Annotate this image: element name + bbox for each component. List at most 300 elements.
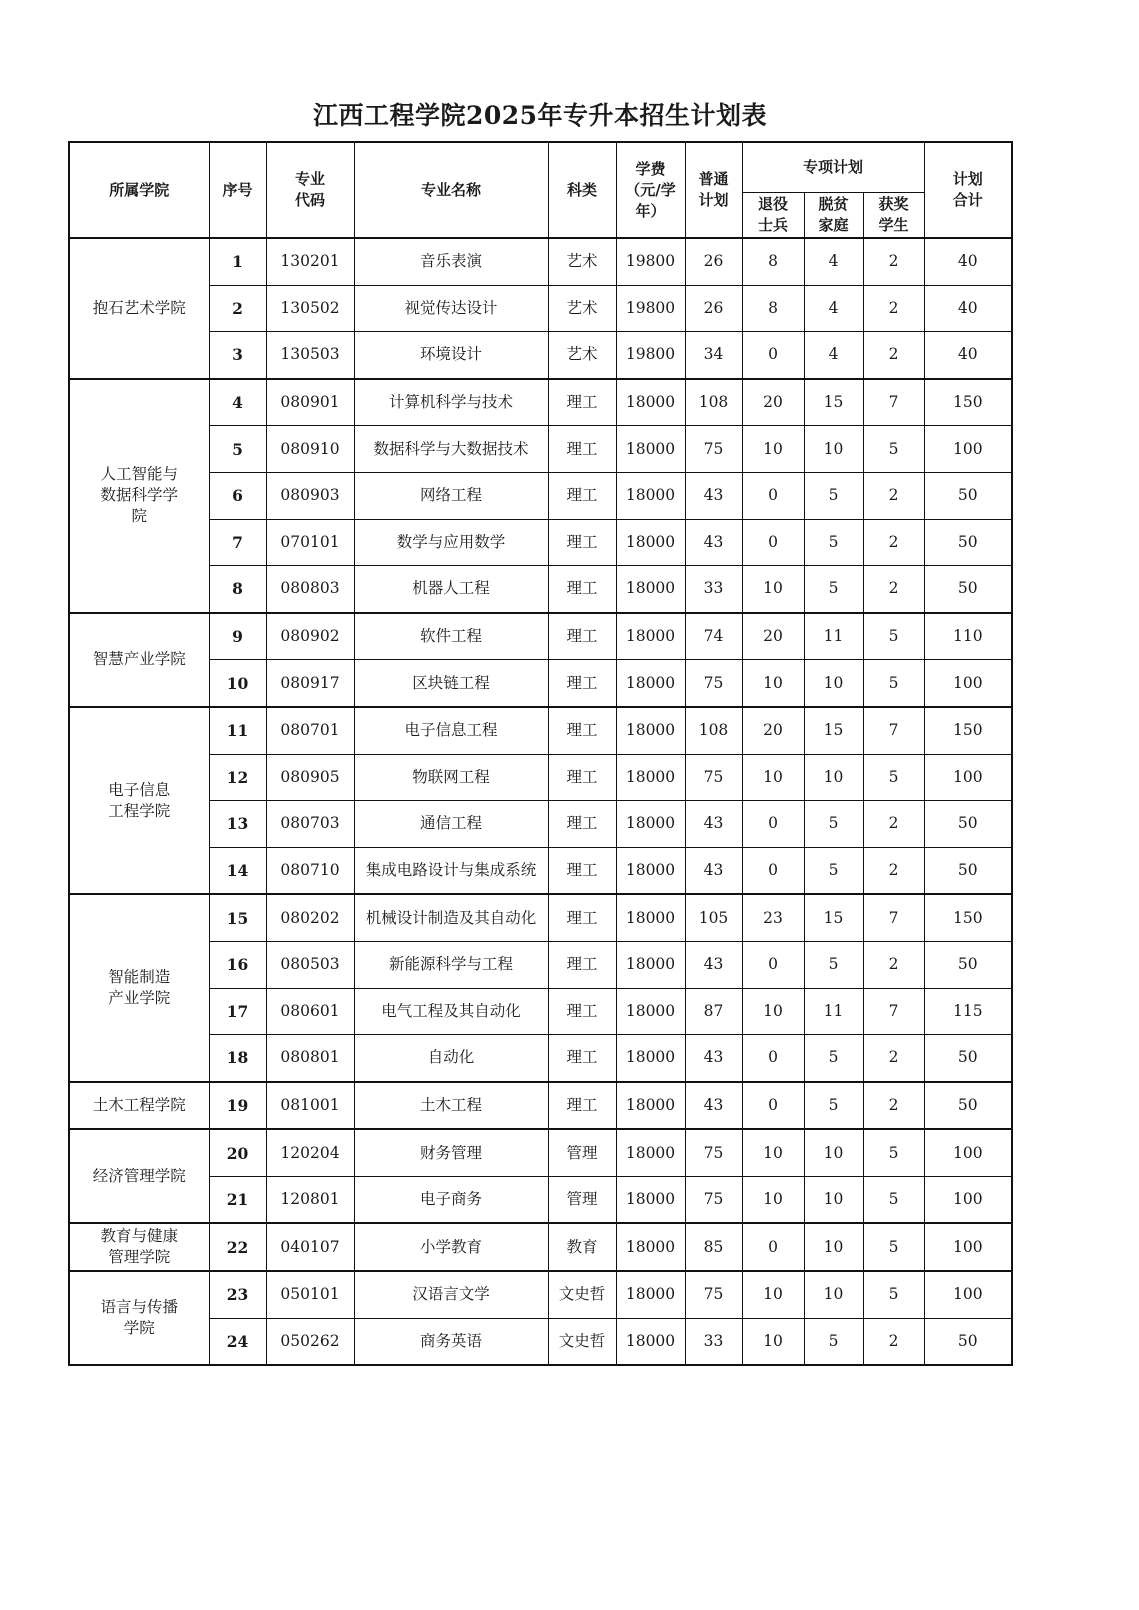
poverty-cell: 4 [804,332,863,379]
name-cell: 土木工程 [354,1082,548,1130]
index-cell: 5 [209,426,266,473]
index-cell: 2 [209,285,266,332]
college-name: 语言与传播学院 [100,1298,179,1338]
category-cell: 理工 [548,613,616,660]
regular-cell: 26 [685,238,742,285]
award-cell: 2 [863,1035,924,1082]
poverty-cell: 10 [804,426,863,473]
poverty-cell: 10 [804,1223,863,1271]
tuition-cell: 18000 [616,472,685,519]
code-cell: 080703 [266,801,354,848]
table-row [69,754,1012,801]
poverty-cell: 5 [804,1318,863,1365]
table-row [69,660,1012,707]
category-cell: 理工 [548,660,616,707]
page-title: 江西工程学院2025年专升本招生计划表 [312,101,768,130]
college-cell [69,1129,209,1223]
name-cell: 电气工程及其自动化 [354,988,548,1035]
table-row [69,1129,1012,1176]
index-cell: 4 [209,379,266,426]
table-row [69,379,1012,426]
name-cell: 财务管理 [354,1129,548,1176]
total-cell: 40 [924,285,1012,332]
name-cell: 商务英语 [354,1318,548,1365]
table-row [69,285,1012,332]
college-name: 教育与健康管理学院 [100,1227,179,1267]
code-cell: 050101 [266,1271,354,1318]
poverty-cell: 5 [804,801,863,848]
award-cell: 2 [863,566,924,613]
index-cell: 9 [209,613,266,660]
college-name: 智慧产业学院 [92,650,186,669]
award-cell: 5 [863,754,924,801]
veteran-cell: 0 [742,1223,804,1271]
category-cell: 文史哲 [548,1271,616,1318]
index-cell: 10 [209,660,266,707]
total-cell: 100 [924,1271,1012,1318]
award-cell: 2 [863,238,924,285]
tuition-cell: 18000 [616,894,685,941]
regular-cell: 75 [685,1129,742,1176]
regular-cell: 33 [685,1318,742,1365]
award-cell: 5 [863,660,924,707]
category-cell: 理工 [548,894,616,941]
tuition-cell: 18000 [616,1176,685,1223]
regular-cell: 105 [685,894,742,941]
veteran-cell: 8 [742,285,804,332]
award-cell: 7 [863,379,924,426]
regular-cell: 34 [685,332,742,379]
category-cell: 理工 [548,472,616,519]
veteran-cell: 10 [742,1318,804,1365]
award-cell: 7 [863,707,924,754]
category-cell: 理工 [548,379,616,426]
index-cell: 19 [209,1082,266,1130]
college-cell [69,894,209,1081]
veteran-cell: 10 [742,1176,804,1223]
total-cell: 50 [924,519,1012,566]
header-regular [685,142,742,238]
award-cell: 2 [863,1318,924,1365]
code-cell: 120204 [266,1129,354,1176]
code-cell: 130201 [266,238,354,285]
table-row [69,707,1012,754]
name-cell: 数学与应用数学 [354,519,548,566]
veteran-cell: 0 [742,1035,804,1082]
tuition-cell: 19800 [616,238,685,285]
poverty-cell: 10 [804,754,863,801]
header-poverty [804,193,863,239]
regular-cell: 43 [685,519,742,566]
veteran-cell: 10 [742,1129,804,1176]
veteran-cell: 8 [742,238,804,285]
veteran-cell: 0 [742,332,804,379]
index-cell: 14 [209,847,266,894]
total-cell: 115 [924,988,1012,1035]
table-row [69,1035,1012,1082]
college-cell [69,1271,209,1365]
table-row [69,332,1012,379]
name-cell: 通信工程 [354,801,548,848]
name-cell: 物联网工程 [354,754,548,801]
index-cell: 12 [209,754,266,801]
regular-cell: 75 [685,660,742,707]
tuition-cell: 18000 [616,1318,685,1365]
tuition-cell: 18000 [616,847,685,894]
tuition-cell: 18000 [616,801,685,848]
college-name: 抱石艺术学院 [92,298,186,317]
tuition-cell: 18000 [616,1223,685,1271]
college-name: 智能制造产业学院 [108,968,171,1007]
college-cell [69,1082,209,1130]
veteran-cell: 10 [742,566,804,613]
regular-cell: 43 [685,801,742,848]
name-cell: 区块链工程 [354,660,548,707]
category-cell: 理工 [548,426,616,473]
header-total-text: 计划合计 [952,170,983,209]
poverty-cell: 10 [804,1176,863,1223]
tuition-cell: 18000 [616,379,685,426]
total-cell: 40 [924,332,1012,379]
category-cell: 艺术 [548,285,616,332]
award-cell: 5 [863,426,924,473]
poverty-cell: 5 [804,941,863,988]
header-award-text: 获奖学生 [878,195,909,234]
index-cell: 22 [209,1223,266,1271]
category-cell: 管理 [548,1129,616,1176]
tuition-cell: 18000 [616,988,685,1035]
veteran-cell: 20 [742,613,804,660]
category-cell: 理工 [548,801,616,848]
total-cell: 50 [924,801,1012,848]
regular-cell: 75 [685,754,742,801]
poverty-cell: 4 [804,238,863,285]
poverty-cell: 10 [804,1129,863,1176]
tuition-cell: 18000 [616,754,685,801]
header-award [863,193,924,239]
index-cell: 15 [209,894,266,941]
header-poverty-text: 脱贫家庭 [818,195,849,234]
poverty-cell: 5 [804,847,863,894]
award-cell: 2 [863,801,924,848]
regular-cell: 75 [685,1176,742,1223]
total-cell: 50 [924,847,1012,894]
award-cell: 7 [863,894,924,941]
total-cell: 100 [924,660,1012,707]
tuition-cell: 18000 [616,426,685,473]
category-cell: 文史哲 [548,1318,616,1365]
college-name: 人工智能与数据科学学院 [100,465,179,526]
regular-cell: 43 [685,1082,742,1130]
poverty-cell: 4 [804,285,863,332]
award-cell: 5 [863,1129,924,1176]
poverty-cell: 5 [804,1082,863,1130]
table-row [69,613,1012,660]
tuition-cell: 18000 [616,1129,685,1176]
college-cell [69,1223,209,1271]
code-cell: 050262 [266,1318,354,1365]
poverty-cell: 5 [804,519,863,566]
name-cell: 小学教育 [354,1223,548,1271]
index-cell: 21 [209,1176,266,1223]
code-cell: 080710 [266,847,354,894]
name-cell: 自动化 [354,1035,548,1082]
veteran-cell: 0 [742,847,804,894]
name-cell: 电子信息工程 [354,707,548,754]
code-cell: 080701 [266,707,354,754]
table-row [69,894,1012,941]
index-cell: 6 [209,472,266,519]
name-cell: 机械设计制造及其自动化 [354,894,548,941]
award-cell: 2 [863,472,924,519]
college-cell [69,379,209,613]
header-name: 专业名称 [354,142,548,238]
tuition-cell: 18000 [616,1271,685,1318]
total-cell: 100 [924,754,1012,801]
poverty-cell: 15 [804,894,863,941]
total-cell: 50 [924,1082,1012,1130]
code-cell: 080803 [266,566,354,613]
header-veteran [742,193,804,239]
table-row [69,941,1012,988]
award-cell: 2 [863,1082,924,1130]
regular-cell: 108 [685,379,742,426]
regular-cell: 43 [685,941,742,988]
award-cell: 5 [863,1176,924,1223]
name-cell: 新能源科学与工程 [354,941,548,988]
category-cell: 理工 [548,847,616,894]
veteran-cell: 23 [742,894,804,941]
total-cell: 110 [924,613,1012,660]
code-cell: 130503 [266,332,354,379]
table-row [69,426,1012,473]
name-cell: 音乐表演 [354,238,548,285]
total-cell: 150 [924,379,1012,426]
index-cell: 11 [209,707,266,754]
total-cell: 150 [924,894,1012,941]
award-cell: 5 [863,613,924,660]
total-cell: 100 [924,1129,1012,1176]
code-cell: 040107 [266,1223,354,1271]
table-row [69,988,1012,1035]
header-veteran-text: 退役士兵 [757,195,788,234]
table-row [69,1318,1012,1365]
regular-cell: 43 [685,847,742,894]
code-cell: 080917 [266,660,354,707]
tuition-cell: 18000 [616,1035,685,1082]
tuition-cell: 18000 [616,1082,685,1130]
table-row [69,1223,1012,1271]
total-cell: 50 [924,472,1012,519]
name-cell: 计算机科学与技术 [354,379,548,426]
table-row [69,847,1012,894]
table-row [69,566,1012,613]
name-cell: 集成电路设计与集成系统 [354,847,548,894]
header-special: 专项计划 [742,142,924,193]
veteran-cell: 20 [742,379,804,426]
index-cell: 17 [209,988,266,1035]
category-cell: 理工 [548,707,616,754]
header-tuition [616,142,685,238]
code-cell: 080905 [266,754,354,801]
table-row [69,801,1012,848]
regular-cell: 87 [685,988,742,1035]
name-cell: 机器人工程 [354,566,548,613]
code-cell: 080601 [266,988,354,1035]
index-cell: 23 [209,1271,266,1318]
tuition-cell: 18000 [616,941,685,988]
regular-cell: 26 [685,285,742,332]
total-cell: 100 [924,1176,1012,1223]
code-cell: 081001 [266,1082,354,1130]
tuition-cell: 18000 [616,519,685,566]
table-body [69,238,1012,1365]
index-cell: 7 [209,519,266,566]
veteran-cell: 0 [742,519,804,566]
award-cell: 5 [863,1223,924,1271]
poverty-cell: 5 [804,1035,863,1082]
total-cell: 50 [924,1318,1012,1365]
code-cell: 130502 [266,285,354,332]
total-cell: 40 [924,238,1012,285]
award-cell: 2 [863,285,924,332]
header-index: 序号 [209,142,266,238]
award-cell: 2 [863,519,924,566]
code-cell: 080801 [266,1035,354,1082]
total-cell: 150 [924,707,1012,754]
category-cell: 理工 [548,1035,616,1082]
college-cell [69,238,209,379]
category-cell: 艺术 [548,238,616,285]
index-cell: 20 [209,1129,266,1176]
award-cell: 2 [863,941,924,988]
index-cell: 18 [209,1035,266,1082]
category-cell: 理工 [548,754,616,801]
table-row [69,472,1012,519]
name-cell: 电子商务 [354,1176,548,1223]
regular-cell: 108 [685,707,742,754]
veteran-cell: 0 [742,941,804,988]
index-cell: 8 [209,566,266,613]
regular-cell: 43 [685,1035,742,1082]
veteran-cell: 10 [742,754,804,801]
award-cell: 2 [863,847,924,894]
award-cell: 5 [863,1271,924,1318]
category-cell: 艺术 [548,332,616,379]
veteran-cell: 10 [742,1271,804,1318]
regular-cell: 75 [685,426,742,473]
poverty-cell: 10 [804,660,863,707]
code-cell: 080901 [266,379,354,426]
header-regular-text: 普通计划 [698,170,729,209]
total-cell: 50 [924,941,1012,988]
college-name: 经济管理学院 [92,1166,186,1185]
veteran-cell: 0 [742,472,804,519]
category-cell: 教育 [548,1223,616,1271]
code-cell: 080202 [266,894,354,941]
index-cell: 24 [209,1318,266,1365]
code-cell: 080903 [266,472,354,519]
poverty-cell: 15 [804,707,863,754]
category-cell: 理工 [548,519,616,566]
poverty-cell: 5 [804,566,863,613]
header-tuition-text: 学费（元/学年） [625,159,676,220]
code-cell: 080902 [266,613,354,660]
poverty-cell: 11 [804,613,863,660]
total-cell: 50 [924,566,1012,613]
tuition-cell: 18000 [616,660,685,707]
category-cell: 理工 [548,1082,616,1130]
name-cell: 视觉传达设计 [354,285,548,332]
code-cell: 080910 [266,426,354,473]
poverty-cell: 10 [804,1271,863,1318]
total-cell: 100 [924,426,1012,473]
category-cell: 理工 [548,566,616,613]
table-row [69,1176,1012,1223]
header-college: 所属学院 [69,142,209,238]
regular-cell: 85 [685,1223,742,1271]
college-name: 土木工程学院 [92,1095,186,1114]
veteran-cell: 20 [742,707,804,754]
tuition-cell: 18000 [616,613,685,660]
table-row [69,238,1012,285]
college-name: 电子信息工程学院 [108,780,171,820]
header-category: 科类 [548,142,616,238]
code-cell: 120801 [266,1176,354,1223]
tuition-cell: 18000 [616,566,685,613]
college-cell [69,613,209,707]
name-cell: 汉语言文学 [354,1271,548,1318]
code-cell: 070101 [266,519,354,566]
regular-cell: 74 [685,613,742,660]
veteran-cell: 10 [742,660,804,707]
table-row [69,1082,1012,1130]
header-total [924,142,1012,238]
enrollment-plan-table [68,141,1013,1366]
category-cell: 理工 [548,941,616,988]
poverty-cell: 5 [804,472,863,519]
name-cell: 软件工程 [354,613,548,660]
name-cell: 数据科学与大数据技术 [354,426,548,473]
veteran-cell: 0 [742,1082,804,1130]
poverty-cell: 15 [804,379,863,426]
tuition-cell: 19800 [616,285,685,332]
regular-cell: 43 [685,472,742,519]
table-row [69,1271,1012,1318]
category-cell: 管理 [548,1176,616,1223]
name-cell: 环境设计 [354,332,548,379]
index-cell: 16 [209,941,266,988]
award-cell: 7 [863,988,924,1035]
code-cell: 080503 [266,941,354,988]
category-cell: 理工 [548,988,616,1035]
name-cell: 网络工程 [354,472,548,519]
award-cell: 2 [863,332,924,379]
college-cell [69,707,209,894]
veteran-cell: 10 [742,426,804,473]
veteran-cell: 0 [742,801,804,848]
tuition-cell: 19800 [616,332,685,379]
veteran-cell: 10 [742,988,804,1035]
table-row [69,519,1012,566]
tuition-cell: 18000 [616,707,685,754]
index-cell: 1 [209,238,266,285]
poverty-cell: 11 [804,988,863,1035]
total-cell: 50 [924,1035,1012,1082]
regular-cell: 33 [685,566,742,613]
regular-cell: 75 [685,1271,742,1318]
header-code [266,142,354,238]
